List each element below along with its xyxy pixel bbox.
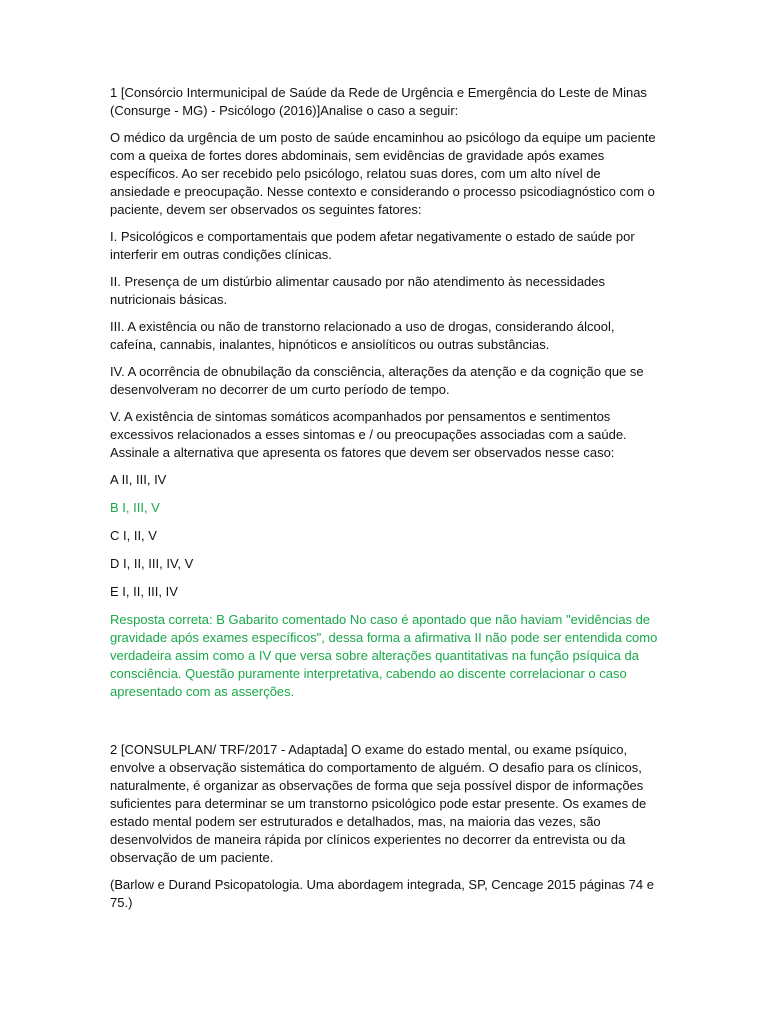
option-a: A II, III, IV xyxy=(110,472,167,487)
question-2-text: 2 [CONSULPLAN/ TRF/2017 - Adaptada] O exame do estado mental, ou exame psíquico, envolve a observação sistemática do comportamento de alguém. O desafio para os clínicos, naturalmente, é organizar as observações de forma que seja possível dispor de informações suficientes para determinar se um transtorno psicológico pode estar presente. Os exames de estado mental podem ser estruturados e detalhados, mas, na maioria das vezes, são desenvolvidos de maneira rápida por clínicos experientes no decorrer da entrevista ou da observação de um paciente. xyxy=(110,742,647,865)
document-page xyxy=(110,84,658,921)
option-b-correct: B I, III, V xyxy=(110,500,160,515)
option-e: E I, II, III, IV xyxy=(110,584,178,599)
item-iv: IV. A ocorrência de obnubilação da consciência, alterações da atenção e da cognição que se desenvolveram no decorrer de um curto período de tempo. xyxy=(110,364,644,397)
item-v: V. A existência de sintomas somáticos acompanhados por pensamentos e sentimentos excessivos relacionados a esses sintomas e / ou preocupações associadas com a saúde. xyxy=(110,409,627,442)
option-c: C I, II, V xyxy=(110,528,157,543)
item-iii: III. A existência ou não de transtorno relacionado a uso de drogas, considerando álcool, cafeína, cannabis, inalantes, hipnóticos e ansiolíticos ou outras substâncias. xyxy=(110,319,615,352)
item-ii: II. Presença de um distúrbio alimentar causado por não atendimento às necessidades nutricionais básicas. xyxy=(110,274,606,307)
question-1-case-text: O médico da urgência de um posto de saúde encaminhou ao psicólogo da equipe um paciente com a queixa de fortes dores abdominais, sem evidências de gravidade após exames específicos. Ao ser recebido pelo psicólogo, relatou suas dores, com um alto nível de ansiedade e preocupação. Nesse contexto e considerando o processo psicodiagnóstico com o paciente, devem ser observados os seguintes fatores: xyxy=(110,130,656,217)
question-1-instruction: Assinale a alternativa que apresenta os fatores que devem ser observados nesse caso: xyxy=(110,445,615,460)
item-i: I. Psicológicos e comportamentais que podem afetar negativamente o estado de saúde por interferir em outras condições clínicas. xyxy=(110,229,635,262)
question-2-citation: (Barlow e Durand Psicopatologia. Uma abordagem integrada, SP, Cencage 2015 páginas 74 e 75.) xyxy=(110,877,654,910)
question-1-heading: 1 [Consórcio Intermunicipal de Saúde da Rede de Urgência e Emergência do Leste de Minas (Consurge - MG) - Psicólogo (2016)]Analise o caso a seguir: xyxy=(110,85,647,118)
answer-explanation: Resposta correta: B Gabarito comentado No caso é apontado que não haviam "evidências de gravidade após exames específicos", dessa forma a afirmativa II não pode ser entendida como verdadeira assim como a IV que versa sobre alterações quantitativas na função psíquica da consciência. Questão puramente interpretativa, cabendo ao discente correlacionar o caso apresentado com as asserções. xyxy=(110,612,658,699)
option-d: D I, II, III, IV, V xyxy=(110,556,194,571)
